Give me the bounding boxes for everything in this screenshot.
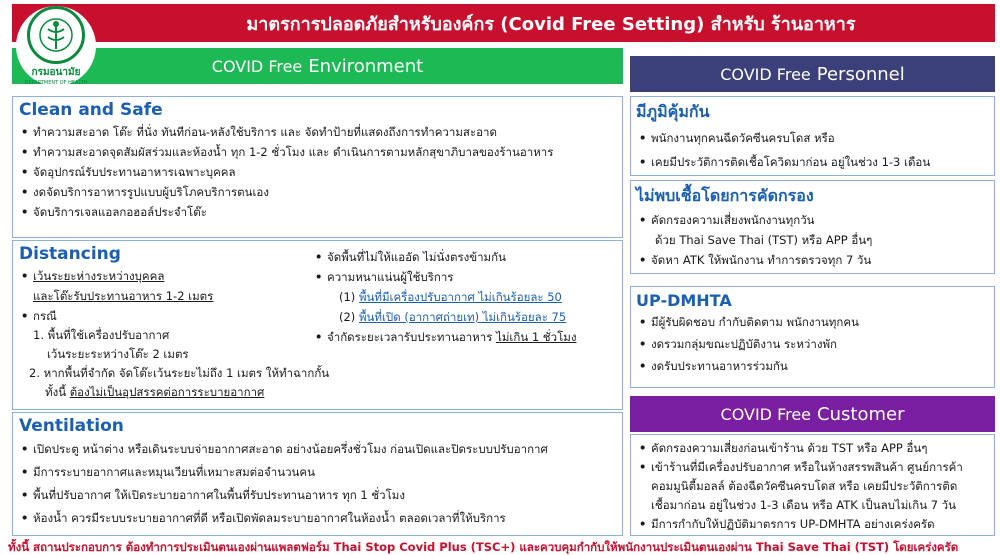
list-item: • เปิดประตู หน้าต่าง หรือเดินระบบจ่ายอากาศสะอาด อย่างน้อยครึ่งชั่วโมง ก่อนเปิดและปิดระบบปรับอากาศ <box>21 438 622 461</box>
list-item: ด้วย Thai Save Thai (TST) หรือ APP อื่นๆ <box>655 233 873 247</box>
logo-text: กรมอนามัย <box>31 67 81 78</box>
distancing-title: Distancing <box>19 244 121 264</box>
list-item: เชื้อมาก่อน อยู่ในช่วง 1-3 เดือน หรือ ATK เป็นลบไม่เกิน 7 วัน <box>651 498 957 512</box>
list-item: • จัดหา ATK ให้พนักงาน ทำการตรวจทุก 7 วัน <box>639 250 994 270</box>
list-item: • พนักงานทุกคนฉีดวัคซีนครบโดส หรือ <box>639 126 994 150</box>
list-item: • จัดอุปกรณ์รับประทานอาหารเฉพาะบุคคล <box>21 162 622 182</box>
list-item: • มีผู้รับผิดชอบ กำกับติดตาม พนักงานทุกคน <box>639 311 994 333</box>
list-item: • พื้นที่ปรับอากาศ ให้เปิดระบายอากาศในพื้นที่รับประทานอาหาร ทุก 1 ชั่วโมง <box>21 484 622 507</box>
sub-item: (1) พื้นที่มีเครื่องปรับอากาศ ไม่เกินร้อยละ 50 <box>339 290 562 304</box>
page-title: มาตรการปลอดภัยสำหรับองค์กร (Covid Free Setting) สำหรับ ร้านอาหาร <box>12 4 995 42</box>
logo-subtext: DEPARTMENT OF HEALTH <box>24 80 88 86</box>
updmhta-title: UP-DMHTA <box>636 291 732 310</box>
immunity-title: มีภูมิคุ้มกัน <box>636 102 710 121</box>
customer-header: COVID Free Customer <box>630 396 995 432</box>
distancing-section <box>12 240 623 410</box>
updmhta-section <box>630 286 995 388</box>
personnel-header: COVID Free Personnel <box>630 56 995 92</box>
logo-emblem-icon <box>27 6 85 64</box>
list-item: • คัดกรองความเสี่ยงพนักงานทุกวัน <box>639 210 994 230</box>
customer-section <box>630 434 995 536</box>
department-logo <box>16 6 96 86</box>
list-item: • มีการระบายอากาศและหมุนเวียนที่เหมาะสมต่อจำนวนคน <box>21 461 622 484</box>
immunity-section <box>630 96 995 176</box>
list-item: • จัดบริการเจลแอลกอฮอล์ประจำโต๊ะ <box>21 202 622 222</box>
sub-item: ทั้งนี้ ต้องไม่เป็นอุปสรรคต่อการระบายอากาศ <box>45 385 265 399</box>
list-item: • คัดกรองความเสี่ยงก่อนเข้าร้าน ด้วย TST หรือ APP อื่นๆ <box>639 439 994 458</box>
list-item: • เข้าร้านที่มีเครื่องปรับอากาศ หรือในห้างสรรพสินค้า ศูนย์การค้า <box>639 458 994 477</box>
list-item: • กรณี <box>21 306 313 326</box>
screening-title: ไม่พบเชื้อโดยการคัดกรอง <box>636 186 814 205</box>
list-item: • เว้นระยะห่างระหว่างบุคคล <box>21 266 313 286</box>
list-item: • ห้องน้ำ ควรมีระบบระบายอากาศที่ดี หรือเปิดพัดลมระบายอากาศในห้องน้ำ ตลอดเวลาที่ให้บริการ <box>21 507 622 530</box>
sub-item: 2. หากพื้นที่จำกัด จัดโต๊ะเว้นระยะไม่ถึง 1 เมตร ให้ทำฉากกั้น <box>29 366 330 380</box>
list-item: คอมมูนิตี้มอลล์ ต้องฉีดวัคซีนครบโดส หรือ เคยมีประวัติการติด <box>651 479 958 493</box>
clean-safe-title: Clean and Safe <box>19 100 163 120</box>
footer-note: ทั้งนี้ สถานประกอบการ ต้องทำการประเมินตนเองผ่านแพลตฟอร์ม Thai Stop Covid Plus (TSC+) และควบคุมกำกับให้พนักงานประเมินตนเองผ่าน Thai Save Thai (TST) โดยเคร่งครัด <box>8 540 959 554</box>
list-item: • ความหนาแน่นผู้ใช้บริการ <box>315 267 618 287</box>
list-item: • ทำความสะอาด โต๊ะ ที่นั่ง ทันทีก่อน-หลังใช้บริการ และ จัดทำป้ายที่แสดงถึงการทำความสะอาด <box>21 122 622 142</box>
ventilation-section <box>12 412 623 536</box>
screening-section <box>630 180 995 274</box>
list-item: • มีการกำกับให้ปฏิบัติมาตรการ UP-DMHTA อย่างเคร่งครัด <box>639 515 994 534</box>
list-item: • ทำความสะอาดจุดสัมผัสร่วมและห้องน้ำ ทุก 1-2 ชั่วโมง และ ดำเนินการตามหลักสุขาภิบาลของร้านอาหาร <box>21 142 622 162</box>
list-item: และโต๊ะรับประทานอาหาร 1-2 เมตร <box>33 289 214 303</box>
list-item: • จัดพื้นที่ไม่ให้แออัด ไม่นั่งตรงข้ามกัน <box>315 247 618 267</box>
list-item: • เคยมีประวัติการติดเชื้อโควิดมาก่อน อยู่ในช่วง 1-3 เดือน <box>639 150 994 174</box>
clean-safe-section <box>12 96 623 238</box>
sub-item: (2) พื้นที่เปิด (อากาศถ่ายเท) ไม่เกินร้อยละ 75 <box>339 310 567 324</box>
ventilation-title: Ventilation <box>19 416 124 436</box>
list-item: • งดรวมกลุ่มขณะปฏิบัติงาน ระหว่างพัก <box>639 333 994 355</box>
environment-header: COVID Free Environment <box>12 48 623 84</box>
sub-item: เว้นระยะระหว่างโต๊ะ 2 เมตร <box>47 347 189 361</box>
sub-item: 1. พื้นที่ใช้เครื่องปรับอากาศ <box>33 328 170 342</box>
list-item: • งดรับประทานอาหารร่วมกัน <box>639 355 994 377</box>
list-item: • จำกัดระยะเวลารับประทานอาหาร ไม่เกิน 1 ชั่วโมง <box>315 327 618 347</box>
list-item: • งดจัดบริการอาหารรูปแบบผู้บริโภคบริการตนเอง <box>21 182 622 202</box>
